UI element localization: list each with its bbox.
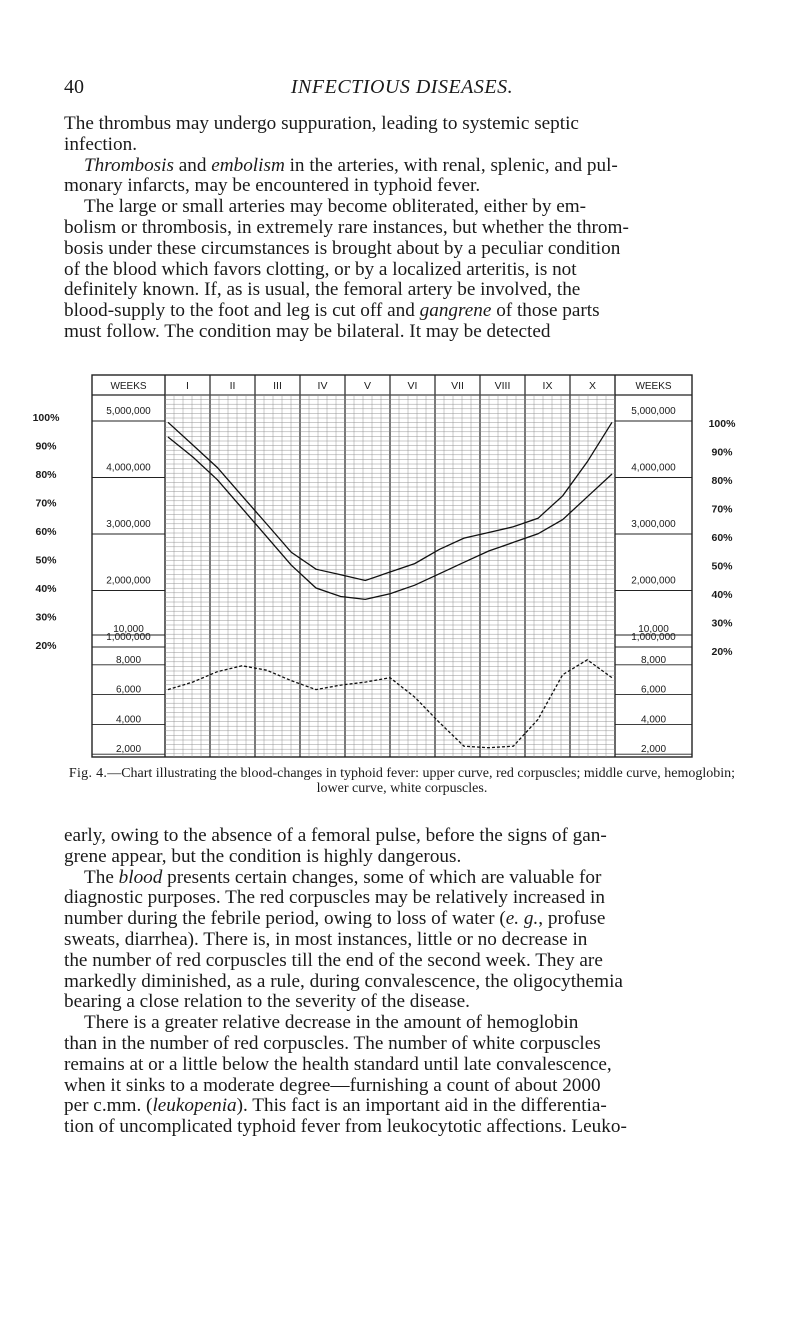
percent-label-right: 60% <box>711 532 733 544</box>
blood-changes-chart <box>30 371 770 761</box>
text-span: number during the febrile period, owing to loss of water ( <box>64 908 506 930</box>
figure-caption <box>64 766 740 796</box>
text-line <box>64 1096 740 1117</box>
white-axis-label: 6,000 <box>115 684 142 696</box>
text-span: presents certain changes, some of which are valuable for <box>162 866 602 888</box>
percent-label-right: 100% <box>708 418 736 430</box>
red-axis-label-right: 2,000,000 <box>631 575 676 587</box>
red-axis-label-right: 1,000,000 <box>631 632 676 643</box>
text-line: diagnostic purposes. The red corpuscles may be relatively increased in <box>64 887 605 909</box>
red-axis-label-right: 3,000,000 <box>631 519 676 530</box>
paragraph-thrombus <box>64 114 740 343</box>
chart-border <box>92 375 692 757</box>
text-line: the number of red corpuscles till the end of the second week. They are <box>64 949 603 971</box>
red-axis-label-right: 4,000,000 <box>631 462 676 474</box>
term-thrombosis: Thrombosis <box>84 154 174 176</box>
week-label: IV <box>317 380 328 392</box>
text-line: than in the number of red corpuscles. The number of white corpuscles <box>64 1032 601 1054</box>
text-line: The thrombus may undergo suppuration, leading to systemic septic <box>64 113 579 134</box>
percent-label-right: 30% <box>711 617 733 630</box>
figure-label: Fig. 4. <box>68 766 108 781</box>
percent-label-left: 90% <box>35 440 57 453</box>
text-span: and <box>173 154 212 176</box>
percent-label-left: 20% <box>35 640 57 652</box>
term-eg: e. g. <box>505 908 539 930</box>
text-line <box>64 156 740 177</box>
week-label: V <box>363 380 372 392</box>
text-span: The <box>84 866 119 888</box>
text-span: There is a greater relative decrease in the amount of hemoglobin <box>84 1012 579 1034</box>
page-header <box>64 76 740 104</box>
week-label: VII <box>451 380 464 392</box>
percent-label-right: 90% <box>711 446 733 459</box>
red-axis-label: 4,000,000 <box>106 462 151 474</box>
percent-label-right: 20% <box>711 646 733 658</box>
text-span: of those parts <box>491 300 600 322</box>
white-axis-label: 8,000 <box>115 654 142 666</box>
red-axis-label: 1,000,000 <box>106 632 151 643</box>
text-span: The large or small arteries may become obliterated, either by em- <box>84 196 587 218</box>
percent-label-left: 30% <box>35 611 57 624</box>
text-span: blood-supply to the foot and leg is cut off and <box>64 300 420 322</box>
text-line <box>64 868 740 889</box>
term-blood: blood <box>118 866 163 888</box>
text-line: bearing a close relation to the severity of the disease. <box>64 991 470 1013</box>
white-axis-label-right: 10,000 <box>638 624 669 635</box>
weeks-label-left: WEEKS <box>110 381 147 392</box>
page-number: 40 <box>64 76 84 98</box>
percent-label-right: 50% <box>711 560 733 573</box>
week-label: X <box>588 380 597 392</box>
text-line: monary infarcts, may be encountered in typhoid fever. <box>64 175 481 197</box>
text-line: infection. <box>64 133 137 155</box>
percent-label-right: 40% <box>711 589 733 601</box>
percent-label-left: 80% <box>35 469 57 481</box>
text-line: must follow. The condition may be bilateral. It may be detected <box>64 320 551 342</box>
text-line: tion of uncomplicated typhoid fever from leukocytotic affections. Leuko- <box>64 1116 627 1138</box>
white-axis-label: 2,000 <box>115 744 142 756</box>
week-label: III <box>273 380 282 392</box>
red-axis-label-right: 5,000,000 <box>631 406 676 417</box>
percent-label-left: 60% <box>35 526 57 538</box>
term-gangrene: gangrene <box>419 300 492 322</box>
running-head: INFECTIOUS DISEASES. <box>290 76 514 98</box>
white-axis-label-right: 6,000 <box>640 684 667 696</box>
text-line: when it sinks to a moderate degree—furnishing a count of about 2000 <box>64 1074 601 1096</box>
white-axis-label-right: 4,000 <box>640 714 667 726</box>
week-label: I <box>186 380 189 392</box>
text-line: markedly diminished, as a rule, during convalescence, the oligocythemia <box>64 970 623 992</box>
white-axis-label: 4,000 <box>115 714 142 726</box>
chart-grid <box>165 375 615 757</box>
text-line <box>64 909 740 930</box>
term-embolism: embolism <box>211 154 285 176</box>
text-span: in the arteries, with renal, splenic, and pul- <box>284 154 618 176</box>
text-line <box>64 197 740 218</box>
term-leukopenia: leukopenia <box>152 1095 237 1117</box>
white-axis-label: 10,000 <box>113 624 144 635</box>
text-line <box>64 1013 740 1034</box>
percent-label-left: 50% <box>35 554 57 567</box>
figure-caption-text: —Chart illustrating the blood-changes in typhoid fever: upper curve, red corpuscles; middle curve, hemoglobin; lower curve, white corpuscles. <box>107 766 736 796</box>
text-line: definitely known. If, as is usual, the femoral artery be involved, the <box>64 279 581 301</box>
text-line: grene appear, but the condition is highly dangerous. <box>64 845 462 867</box>
white-axis-label-right: 2,000 <box>640 744 667 756</box>
red-axis-label: 5,000,000 <box>106 406 151 417</box>
week-label: VI <box>407 380 418 392</box>
week-label: IX <box>542 380 553 392</box>
red-axis-label: 2,000,000 <box>106 575 151 587</box>
chart-frame <box>92 375 692 757</box>
text-line: sweats, diarrhea). There is, in most instances, little or no decrease in <box>64 928 588 950</box>
text-span: per c.mm. ( <box>64 1095 153 1117</box>
red-axis-label: 3,000,000 <box>106 519 151 530</box>
week-label: VIII <box>494 380 511 392</box>
white-axis-label-right: 8,000 <box>640 654 667 666</box>
text-line: bolism or thrombosis, in extremely rare instances, but whether the throm- <box>64 216 629 238</box>
text-line: remains at or a little below the health standard until late convalescence, <box>64 1053 612 1075</box>
text-line: bosis under these circumstances is brought about by a peculiar condition <box>64 237 621 259</box>
text-line: early, owing to the absence of a femoral pulse, before the signs of gan- <box>64 825 607 846</box>
week-label: II <box>229 380 236 392</box>
text-line <box>64 301 740 322</box>
percent-label-left: 100% <box>32 412 60 424</box>
text-span: ). This fact is an important aid in the differentia- <box>236 1095 607 1117</box>
text-line: of the blood which favors clotting, or by a localized arteritis, is not <box>64 258 577 280</box>
percent-label-right: 70% <box>711 503 733 516</box>
percent-label-left: 40% <box>35 583 57 595</box>
text-span: , profuse <box>538 908 606 930</box>
percent-label-left: 70% <box>35 497 57 510</box>
weeks-label-right: WEEKS <box>635 381 672 392</box>
percent-label-right: 80% <box>711 475 733 487</box>
paragraph-blood <box>64 826 740 1138</box>
